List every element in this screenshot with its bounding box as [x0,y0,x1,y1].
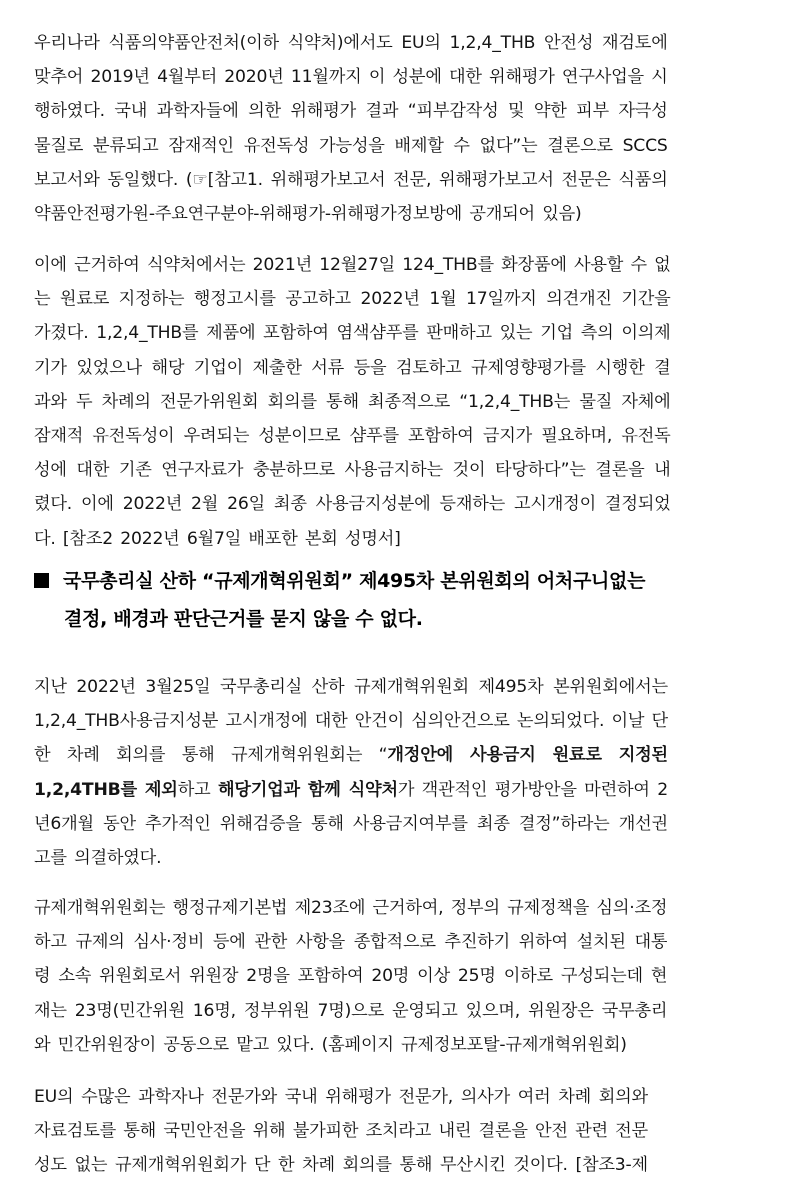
square-bullet-icon [34,573,49,588]
text-line: 성에 대한 기존 연구자료가 충분하므로 사용금지하는 것이 타당하다”는 결론을 내 [34,460,671,481]
text-line: 약품안전평가원-주요연구분야-위해평가-위해평가정보방에 공개되어 있음) [34,204,582,225]
paragraph-mfds-risk-assessment [34,26,668,231]
text-line: 렸다. 이에 2022년 2월 26일 최종 사용금지성분에 등재하는 고시개정이 결정되었 [34,494,671,515]
text-line: 령 소속 위원회로서 위원장 2명을 포함하여 20명 이상 25명 이하로 구성되는데 현 [34,966,668,987]
paragraph-administrative-notice [34,248,671,556]
emphasis-text: 해당기업과 함께 식약처 [217,779,398,800]
text-line: 우리나라 식품의약품안전처(이하 식약처)에서도 EU의 1,2,4_THB 안전성 재검토에 [34,33,668,53]
paragraph-committee-description [34,891,667,1062]
text-line: 자료검토를 통해 국민안전을 위해 불가피한 조치라고 내린 결론을 안전 관련 전문 [34,1121,648,1142]
text-line: 지난 2022년 3월25일 국무총리실 산하 규제개혁위원회 제495차 본위원회에서는 [34,677,668,697]
text-line: 잠재적 유전독성이 우려되는 성분이므로 샴푸를 포함하여 금지가 필요하며, 유전독 [34,426,671,447]
text-segment: 한 차례 회의를 통해 규제개혁위원회는 “ [34,745,388,766]
text-line: 기가 있었으나 해당 기업이 제출한 서류 등을 검토하고 규제영향평가를 시행한 결 [34,357,671,378]
section-heading [34,562,768,638]
text-line: 과와 두 차례의 전문가위원회 회의를 통해 최종적으로 “1,2,4_THB는 물질 자체에 [34,391,671,412]
text-line: 하고 규제의 심사·정비 등에 관한 사항을 종합적으로 추진하기 위하여 설치된 대통 [34,932,668,953]
text-line: 규제개혁위원회는 행정규제기본법 제23조에 근거하여, 정부의 규제정책을 심의·조정 [34,898,668,918]
text-segment: 하고 [177,779,218,800]
heading-line: 결정, 배경과 판단근거를 묻지 않을 수 없다. [64,608,423,630]
paragraph-regulatory-committee-decision [34,670,668,875]
text-line: 고를 의결하였다. [34,848,162,869]
heading-text: 국무총리실 산하 “규제개혁위원회” 제495차 본위원회의 어처구니없는 [63,570,646,592]
emphasis-text: 개정안에 사용금지 원료로 지정된 [387,745,668,766]
text-line: 맞추어 2019년 4월부터 2020년 11월까지 이 성분에 대한 위해평가 연구사업을 시 [34,67,668,88]
paragraph-conclusion [34,1080,648,1183]
text-line: 다. [참조2 2022년 6월7일 배포한 본회 성명서] [34,528,401,549]
text-line [34,773,668,807]
text-line: 재는 23명(민간위원 16명, 정부위원 7명)으로 운영되고 있으며, 위원장은 국무총리 [34,1000,668,1021]
text-line: 성도 없는 규제개혁위원회가 단 한 차례 회의를 통해 무산시킨 것이다. [참조3-제 [34,1155,648,1176]
heading-line [34,562,768,600]
text-line: 와 민간위원장이 공동으로 맡고 있다. (홈페이지 규제정보포탈-규제개혁위원회) [34,1034,627,1055]
text-line: 가졌다. 1,2,4_THB를 제품에 포함하여 염색샴푸를 판매하고 있는 기업 측의 이의제 [34,323,671,344]
emphasis-text: 1,2,4THB를 제외 [34,779,178,800]
text-segment: 가 객관적인 평가방안을 마련하여 2 [397,779,668,800]
text-line: 년6개월 동안 추가적인 위해검증을 통해 사용금지여부를 최종 결정”하라는 개선권 [34,813,668,834]
text-line [34,738,668,772]
text-line: 는 원료로 지정하는 행정고시를 공고하고 2022년 1월 17일까지 의견개진 기간을 [34,289,671,310]
text-line: 행하였다. 국내 과학자들에 의한 위해평가 결과 “피부감작성 및 약한 피부 자극성 [34,101,668,122]
text-line: EU의 수많은 과학자나 전문가와 국내 위해평가 전문가, 의사가 여러 차례 회의와 [34,1087,648,1107]
text-line: 물질로 분류되고 잠재적인 유전독성 가능성을 배제할 수 없다”는 결론으로 SCCS [34,135,668,156]
text-line: 이에 근거하여 식약처에서는 2021년 12월27일 124_THB를 화장품에 사용할 수 없 [34,255,671,275]
text-line: 보고서와 동일했다. (☞[참고1. 위해평가보고서 전문, 위해평가보고서 전문은 식품의 [34,169,668,190]
text-line: 1,2,4_THB사용금지성분 고시개정에 대한 안건이 심의안건으로 논의되었다. 이날 단 [34,711,668,732]
